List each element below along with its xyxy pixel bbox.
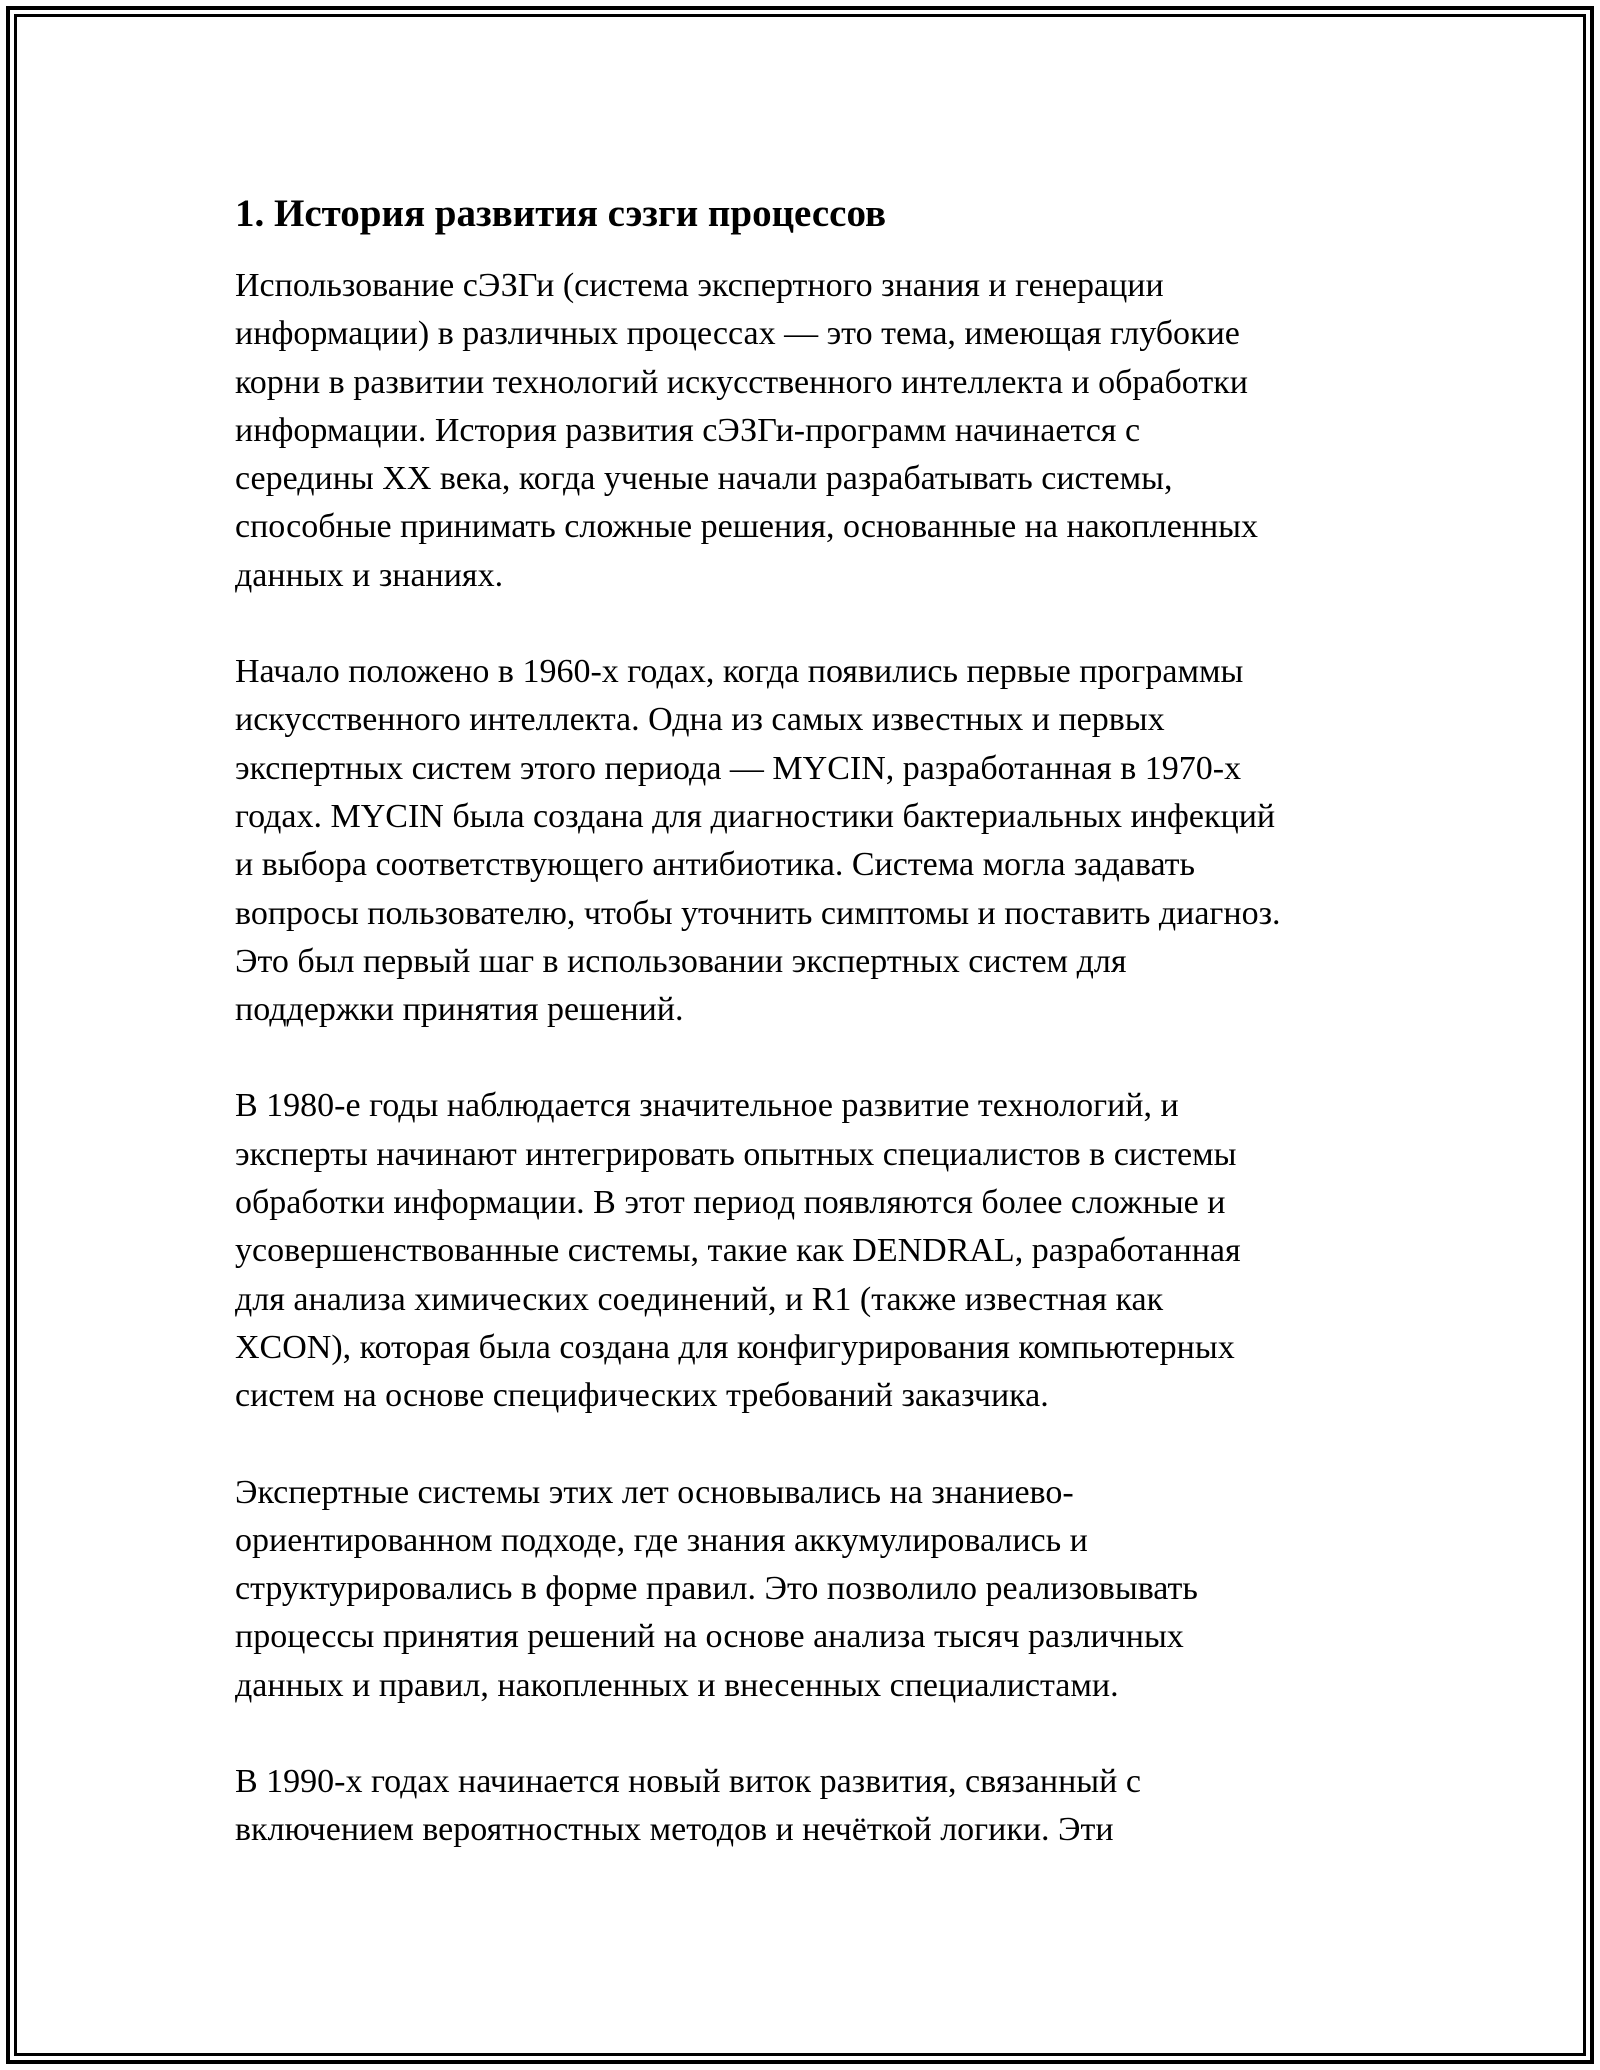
text-line: поддержки принятия решений. <box>235 991 684 1029</box>
text-line: Использование сЭЗГи (система экспертного знания и генерации <box>235 267 1164 304</box>
text-line: для анализа химических соединений, и R1 (также известная как <box>235 1280 1164 1318</box>
text-line: Экспертные системы этих лет основывались на знаниево- <box>235 1473 1074 1511</box>
text-line: В 1990-х годах начинается новый виток развития, связанный с <box>235 1763 1141 1801</box>
text-line: информации) в различных процессах — это тема, имеющая глубокие <box>235 315 1240 353</box>
text-line: середины XX века, когда ученые начали разрабатывать системы, <box>235 460 1173 498</box>
text-line: структурировались в форме правил. Это позволило реализовывать <box>235 1570 1198 1608</box>
text-line: вопросы пользователю, чтобы уточнить симптомы и поставить диагноз. <box>235 894 1281 932</box>
text-line: включением вероятностных методов и нечёткой логики. Эти <box>235 1811 1114 1849</box>
text-line: процессы принятия решений на основе анализа тысяч различных <box>235 1618 1184 1656</box>
text-line: эксперты начинают интегрировать опытных специалистов в системы <box>235 1135 1237 1173</box>
text-line: корни в развитии технологий искусственного интеллекта и обработки <box>235 363 1248 401</box>
text-line: Это был первый шаг в использовании экспертных систем для <box>235 942 1127 980</box>
text-line: ориентированном подходе, где знания аккумулировались и <box>235 1521 1088 1559</box>
paragraph-1990s <box>235 1758 1385 1855</box>
text-line: обработки информации. В этот период появляются более сложные и <box>235 1184 1226 1222</box>
text-line: экспертных систем этого периода — MYCIN, разработанная в 1970-х <box>235 749 1242 787</box>
text-line: данных и правил, накопленных и внесенных специалистами. <box>235 1666 1119 1704</box>
text-line: информации. История развития сЭЗГи-программ начинается с <box>235 411 1141 449</box>
text-line: усовершенствованные системы, такие как DENDRAL, разработанная <box>235 1232 1241 1270</box>
text-line: данных и знаниях. <box>235 556 504 594</box>
text-line: Начало положено в 1960-х годах, когда появились первые программы <box>235 653 1244 691</box>
document-body <box>235 188 1385 1903</box>
text-line: XCON), которая была создана для конфигурирования компьютерных <box>235 1328 1235 1366</box>
text-line: и выбора соответствующего антибиотика. Система могла задавать <box>235 846 1196 884</box>
section-heading: 1. История развития сэзги процессов <box>235 192 887 235</box>
paragraph-1960s <box>235 648 1385 1034</box>
text-line: В 1980-е годы наблюдается значительное развитие технологий, и <box>235 1087 1179 1125</box>
paragraph-intro <box>235 262 1385 600</box>
text-line: систем на основе специфических требований заказчика. <box>235 1377 1049 1415</box>
paragraph-1980s <box>235 1082 1385 1420</box>
text-line: годах. MYCIN была создана для диагностики бактериальных инфекций <box>235 797 1276 835</box>
text-line: искусственного интеллекта. Одна из самых известных и первых <box>235 701 1165 739</box>
text-line: способные принимать сложные решения, основанные на накопленных <box>235 508 1259 546</box>
paragraph-expert-systems <box>235 1469 1385 1710</box>
